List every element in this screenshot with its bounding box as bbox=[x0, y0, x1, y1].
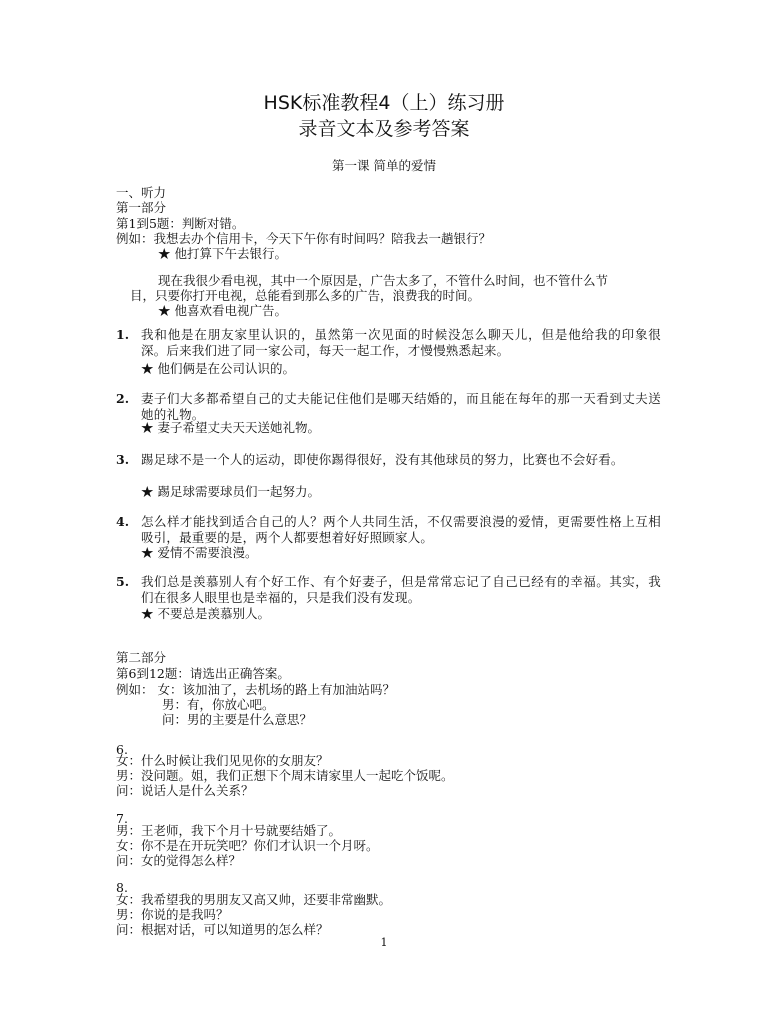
example-dialog-line: 例如： 女：该加油了，去机场的路上有加油站吗？ bbox=[116, 682, 395, 697]
item-text: 妻子们大多都希望自己的丈夫能记住他们是哪天结婚的，而且能在每年的那一天看到丈夫送她的礼物。 bbox=[141, 391, 661, 422]
item-text: 我和他是在朋友家里认识的，虽然第一次见面的时候没怎么聊天儿，但是他给我的印象很深。后来我们进了同一家公司，每天一起工作，才慢慢熟悉起来。 bbox=[141, 327, 661, 358]
page-number: 1 bbox=[380, 936, 388, 949]
item-number: 4. bbox=[116, 514, 130, 529]
part-instruction: 第1到5题：判断对错。 bbox=[116, 216, 245, 231]
dialog-number: 8. bbox=[116, 880, 128, 895]
item-number: 3. bbox=[116, 452, 130, 467]
item-number: 2. bbox=[116, 391, 130, 406]
lesson-title: 第一课 简单的爱情 bbox=[332, 158, 436, 173]
example-dialog-line: 问：男的主要是什么意思？ bbox=[162, 712, 313, 727]
dialog-line: 女：什么时候让我们见见你的女朋友？ bbox=[116, 753, 329, 768]
part-label: 第二部分 bbox=[116, 650, 167, 665]
dialog-line: 问：根据对话，可以知道男的怎么样？ bbox=[116, 922, 329, 937]
example-question: 例如：我想去办个信用卡，今天下午你有时间吗？陪我去一趟银行？ bbox=[116, 231, 492, 246]
example2-line1: 现在我很少看电视，其中一个原因是，广告太多了，不管什么时间，也不管什么节 bbox=[158, 273, 609, 288]
document-subtitle: 录音文本及参考答案 bbox=[298, 118, 470, 140]
dialog-line: 女：你不是在开玩笑吧？你们才认识一个月呀。 bbox=[116, 838, 379, 853]
dialog-line: 问：说话人是什么关系？ bbox=[116, 783, 254, 798]
item-text: 踢足球不是一个人的运动，即使你踢得很好，没有其他球员的努力，比赛也不会好看。 bbox=[141, 452, 624, 467]
part-instruction: 第6到12题：请选出正确答案。 bbox=[116, 666, 290, 681]
item-text: 怎么样才能找到适合自己的人？两个人共同生活，不仅需要浪漫的爱情，更需要性格上互相吸引，最重要的是，两个人都要想着好好照顾家人。 bbox=[141, 514, 661, 545]
item-answer: ★ 他们俩是在公司认识的。 bbox=[141, 361, 295, 376]
part-label: 第一部分 bbox=[116, 200, 167, 215]
dialog-line: 女：我希望我的男朋友又高又帅，还要非常幽默。 bbox=[116, 892, 392, 907]
section-heading: 一、听力 bbox=[116, 185, 167, 200]
item-answer: ★ 踢足球需要球员们一起努力。 bbox=[141, 484, 320, 499]
item-number: 1. bbox=[116, 327, 130, 342]
item-number: 5. bbox=[116, 574, 130, 589]
item-answer: ★ 不要总是羡慕别人。 bbox=[141, 606, 270, 621]
example2-line2: 目，只要你打开电视，总能看到那么多的广告，浪费我的时间。 bbox=[130, 288, 481, 303]
item-answer: ★ 爱情不需要浪漫。 bbox=[141, 545, 258, 560]
item-text: 我们总是羡慕别人有个好工作、有个好妻子，但是常常忘记了自己已经有的幸福。其实，我们在很多人眼里也是幸福的，只是我们没有发现。 bbox=[141, 574, 661, 605]
example-dialog-line: 男：有，你放心吧。 bbox=[162, 697, 275, 712]
dialog-line: 男：王老师，我下个月十号就要结婚了。 bbox=[116, 823, 342, 838]
example-answer: ★ 他打算下午去银行。 bbox=[158, 246, 287, 261]
document-title: HSK标准教程4（上）练习册 bbox=[263, 92, 505, 114]
dialog-line: 问：女的觉得怎么样？ bbox=[116, 853, 242, 868]
dialog-number: 7. bbox=[116, 811, 128, 826]
item-answer: ★ 妻子希望丈夫天天送她礼物。 bbox=[141, 420, 320, 435]
example2-answer: ★ 他喜欢看电视广告。 bbox=[158, 303, 287, 318]
dialog-line: 男：没问题。姐，我们正想下个周末请家里人一起吃个饭呢。 bbox=[116, 768, 454, 783]
dialog-number: 6. bbox=[116, 742, 128, 757]
dialog-line: 男：你说的是我吗？ bbox=[116, 907, 229, 922]
